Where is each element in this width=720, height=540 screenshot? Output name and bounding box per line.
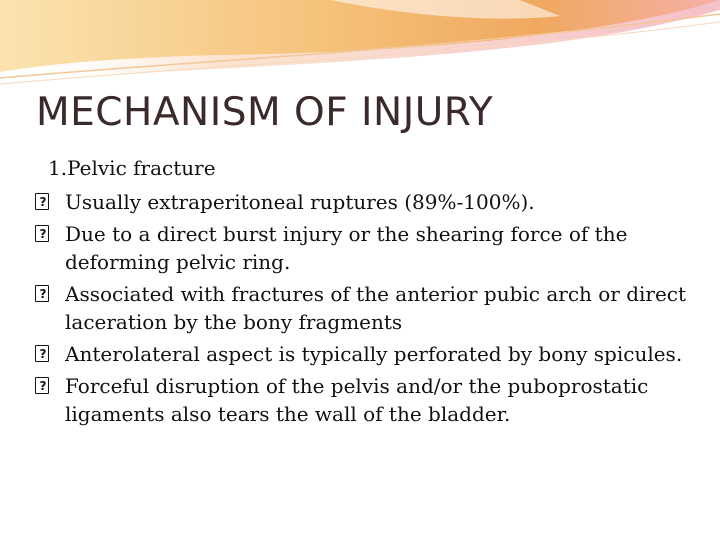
missing-glyph-icon: ?: [34, 285, 52, 303]
bullet-item: [34, 372, 694, 428]
bullet-text: Usually extraperitoneal ruptures (89%-100%).: [65, 190, 535, 214]
bullet-item: [34, 340, 694, 368]
bullet-text: Anterolateral aspect is typically perforated by bony spicules.: [65, 342, 683, 366]
decorative-banner: [0, 0, 720, 90]
bullet-text: Forceful disruption of the pelvis and/or the puboprostatic ligaments also tears the wall of the bladder.: [65, 374, 649, 426]
bullet-text: Due to a direct burst injury or the shearing force of the deforming pelvic ring.: [65, 222, 628, 274]
bullet-item: [34, 188, 694, 216]
bullet-item: [34, 280, 694, 336]
missing-glyph-icon: ?: [34, 225, 52, 243]
bullet-text: Associated with fractures of the anterior pubic arch or direct laceration by the bony fragments: [65, 282, 687, 334]
missing-glyph-icon: ?: [34, 193, 52, 211]
bullet-item: [34, 220, 694, 276]
missing-glyph-icon: ?: [34, 345, 52, 363]
subheading: 1.Pelvic fracture: [48, 156, 216, 180]
slide-body: [34, 152, 694, 428]
slide-title: MECHANISM OF INJURY: [36, 90, 494, 135]
missing-glyph-icon: ?: [34, 377, 52, 395]
